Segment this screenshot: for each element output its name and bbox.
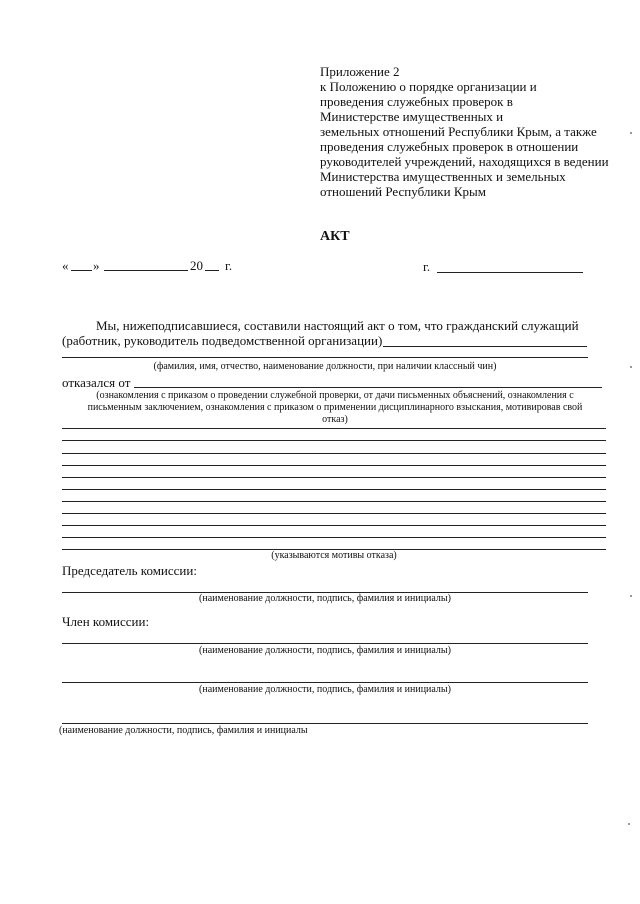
motives-caption: (указываются мотивы отказа) — [271, 550, 397, 561]
motive-line — [62, 489, 606, 490]
fio-caption: (фамилия, имя, отчество, наименование должности, при наличии классный чин) — [153, 361, 497, 372]
member-signature-blank — [62, 643, 588, 644]
scan-speck — [630, 366, 632, 368]
motive-line — [62, 453, 606, 454]
motive-line — [62, 477, 606, 478]
city-prefix: г. — [423, 259, 431, 274]
member3-signature-caption: (наименование должности, подпись, фамилия и инициалы — [59, 725, 308, 736]
date-year-blank — [205, 270, 219, 271]
date-year-prefix: 20 — [190, 258, 203, 273]
refused-blank — [134, 387, 602, 388]
annex-line: земельных отношений Республики Крым, а также — [320, 124, 597, 139]
motive-line — [62, 465, 606, 466]
member3-signature-blank — [62, 723, 588, 724]
intro-blank — [383, 346, 587, 347]
city-blank — [437, 272, 583, 273]
member-signature-caption: (наименование должности, подпись, фамилия и инициалы) — [199, 645, 451, 656]
refusal-caption — [62, 390, 608, 426]
annex-line: Министерства имущественных и земельных — [320, 169, 566, 184]
annex-line: проведения служебных проверок в отношении — [320, 139, 579, 154]
annex-line: отношений Республики Крым — [320, 184, 486, 199]
annex-line: Приложение 2 — [320, 64, 400, 79]
refusal-caption-line: (ознакомления с приказом о проведении служебной проверки, от дачи письменных объяснений, ознакомления с — [96, 390, 574, 401]
chairman-label: Председатель комиссии: — [62, 563, 197, 578]
member2-signature-caption: (наименование должности, подпись, фамилия и инициалы) — [199, 684, 451, 695]
member-label: Член комиссии: — [62, 614, 150, 629]
annex-block — [320, 64, 609, 199]
motive-line — [62, 537, 606, 538]
date-close-quote: » — [93, 258, 100, 273]
member2-signature-blank — [62, 682, 588, 683]
scan-speck — [630, 595, 632, 597]
annex-line: Министерстве имущественных и — [320, 109, 504, 124]
motive-line — [62, 501, 606, 502]
fio-blank — [62, 357, 588, 358]
date-day-blank — [71, 270, 92, 271]
annex-line: к Положению о порядке организации и — [320, 79, 537, 94]
refusal-caption-line: письменным заключением, ознакомления с приказом о применении дисциплинарного взыскания, мотивировав свой — [87, 402, 583, 413]
date-month-blank — [104, 270, 188, 271]
chairman-signature-caption: (наименование должности, подпись, фамилия и инициалы) — [199, 593, 451, 604]
date-open-quote: « — [62, 258, 69, 273]
refused-label: отказался от — [62, 375, 131, 390]
intro-line-2: (работник, руководитель подведомственной организации) — [62, 333, 383, 348]
motive-line — [62, 440, 606, 441]
intro-line-1: Мы, нижеподписавшиеся, составили настоящий акт о том, что гражданский служащий — [96, 318, 579, 333]
motive-line — [62, 513, 606, 514]
scan-speck — [628, 823, 630, 825]
document-title: АКТ — [320, 229, 350, 244]
motive-line — [62, 525, 606, 526]
annex-line: руководителей учреждений, находящихся в ведении — [320, 154, 609, 169]
refusal-caption-line: отказ) — [322, 414, 348, 425]
motive-line — [62, 428, 606, 429]
annex-line: проведения служебных проверок в — [320, 94, 513, 109]
date-year-suffix: г. — [225, 258, 233, 273]
scan-speck — [630, 132, 632, 134]
